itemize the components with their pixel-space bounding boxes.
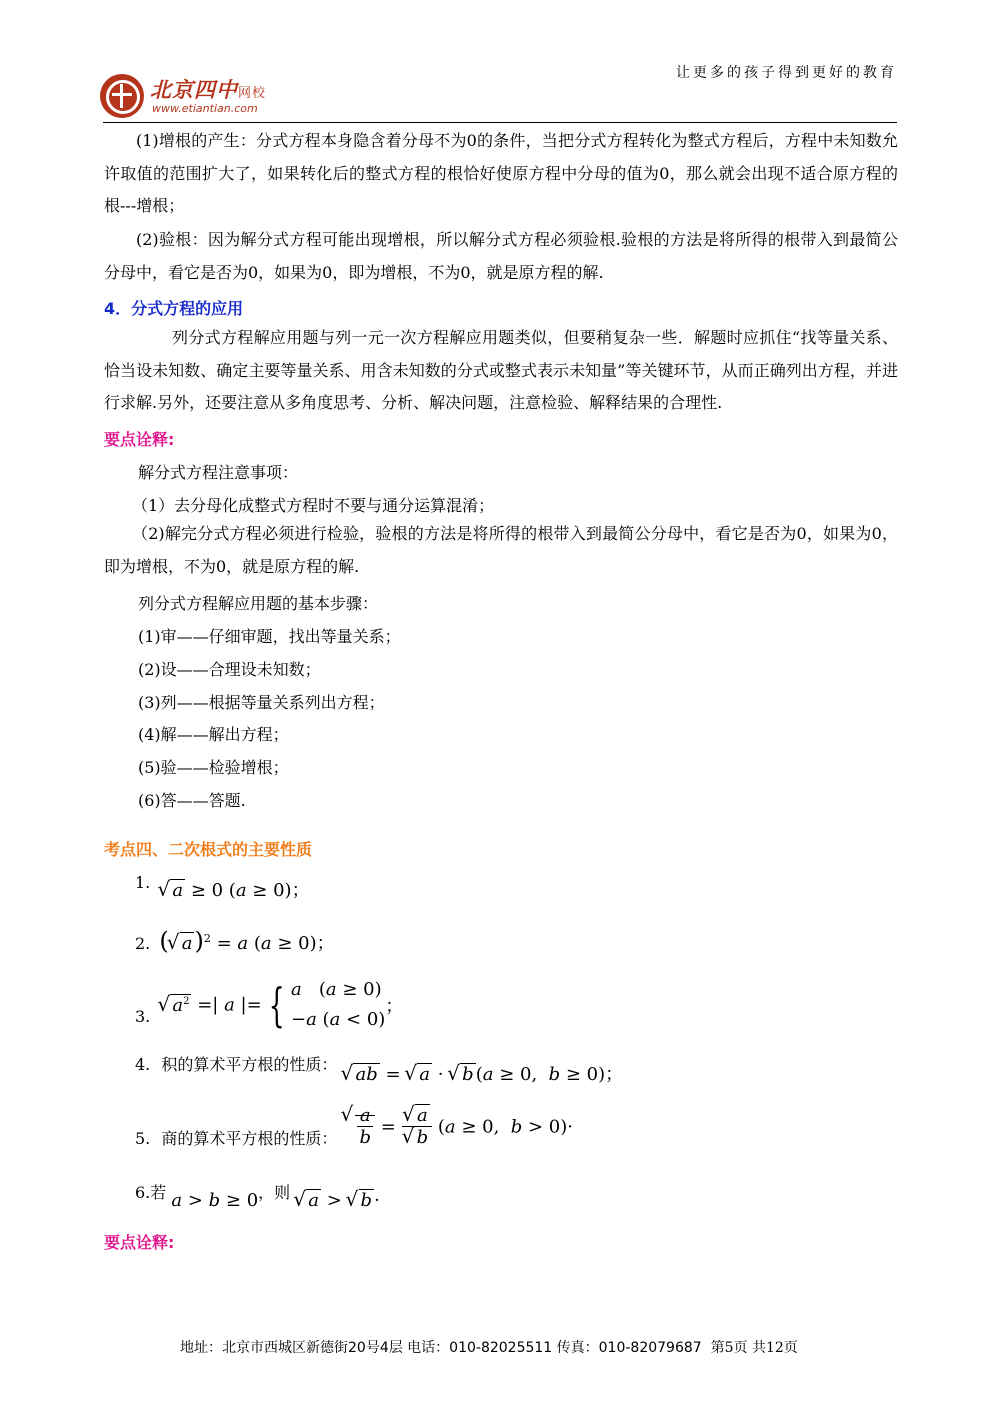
note-item-1: （1）去分母化成整式方程时不要与通分运算混淆； [132,496,495,515]
header-slogan: 让更多的孩子得到更好的教育 [676,65,897,81]
note-item-2: （2)解完分式方程必须进行检验，验根的方法是将所得的根带入到最简公分母中，看它是否为0，如果为0，即为增根，不为0，就是原方程的解. [104,524,898,576]
step-item: (1)审——仔细审题，找出等量关系； [138,627,401,646]
property-number: 5. [135,1128,151,1148]
property-4-text: 积的算术平方根的性质： [161,1055,338,1074]
step-item: (3)列——根据等量关系列出方程； [138,693,385,712]
key-note-heading-2: 要点诠释: [104,1233,175,1252]
formula-3: √ $a^2$ =| a |= { a (a ≥ 0) −a (a < 0) ； [159,994,403,1015]
property-5-text: 商的算术平方根的性质： [161,1128,338,1148]
property-number: 1. [135,873,151,892]
logo-name: 北京四中网校 [150,77,267,102]
step-item: (5)验——检验增根； [138,758,289,777]
heading-application: 4．分式方程的应用 [104,299,244,318]
footer-page-number: 第5页 共12页 [710,1340,798,1356]
property-4 [135,1050,624,1085]
property-3 [135,975,403,1035]
key-note-heading-1: 要点诠释: [104,430,175,449]
property-5 [135,1105,573,1148]
property-number: 4. [135,1055,151,1074]
steps-intro: 列分式方程解应用题的基本步骤： [138,594,379,613]
formula-6-result: √ a > √ b · [295,1190,380,1211]
step-item: (2)设——合理设未知数； [138,660,321,679]
footer [180,1337,798,1357]
property-6-then: ，则 [258,1183,291,1202]
logo-net: 网校 [238,86,267,101]
property-number: 2. [135,934,151,953]
property-6 [135,1180,380,1211]
formula-2: (√ a)$^2$ = a (a ≥ 0)； [159,933,334,954]
footer-address: 地址：北京市西城区新德街20号4层 电话：010-82025511 传真：010-82079687 [180,1340,702,1356]
notes-intro: 解分式方程注意事项： [138,463,299,482]
paragraph-application: 列分式方程解应用题与列一元一次方程解应用题类似，但要稍复杂一些．解题时应抓住“找等量关系、恰当设未知数、确定主要等量关系、用含未知数的分式或整式表示未知量”等关键环节，从而正确列出方程，并进行求解.另外，还要注意从多角度思考、分析、解决问题，注意检验、解释结果的合理性. [104,328,898,412]
logo-emblem-icon [100,74,144,118]
step-item: (6)答——答题. [138,791,246,810]
paragraph-verify-root: (2)验根：因为解分式方程可能出现增根，所以解分式方程必须验根.验根的方法是将所得的根带入到最简公分母中，看它是否为0，如果为0，即为增根，不为0，就是原方程的解. [104,230,898,282]
section-title: 考点四、二次根式的主要性质 [104,840,313,859]
formula-5: √ $\frac{a}{b}$ = √ a √ b (a ≥ 0, b > 0)· [342,1116,573,1137]
property-6-if: 若 [150,1183,167,1202]
formula-6-condition: a > b ≥ 0 [171,1190,259,1211]
header-divider [103,122,897,123]
logo [100,72,280,122]
property-number: 6. [135,1183,151,1202]
property-number: 3. [135,1007,151,1026]
step-item: (4)解——解出方程； [138,725,289,744]
paragraph-extraneous-root: (1)增根的产生：分式方程本身隐含着分母不为0的条件，当把分式方程转化为整式方程后，方程中未知数允许取值的范围扩大了，如果转化后的整式方程的根恰好使原方程中分母的值为0，那么就会出现不适合原方程的根---增根； [104,131,898,215]
formula-4: √ ab = √ a · √ b (a ≥ 0, b ≥ 0)； [342,1064,623,1085]
property-2 [135,927,335,955]
property-1 [135,868,310,901]
formula-1: √ a ≥ 0 (a ≥ 0)； [159,880,309,901]
logo-url: www.etiantian.com [152,102,258,115]
